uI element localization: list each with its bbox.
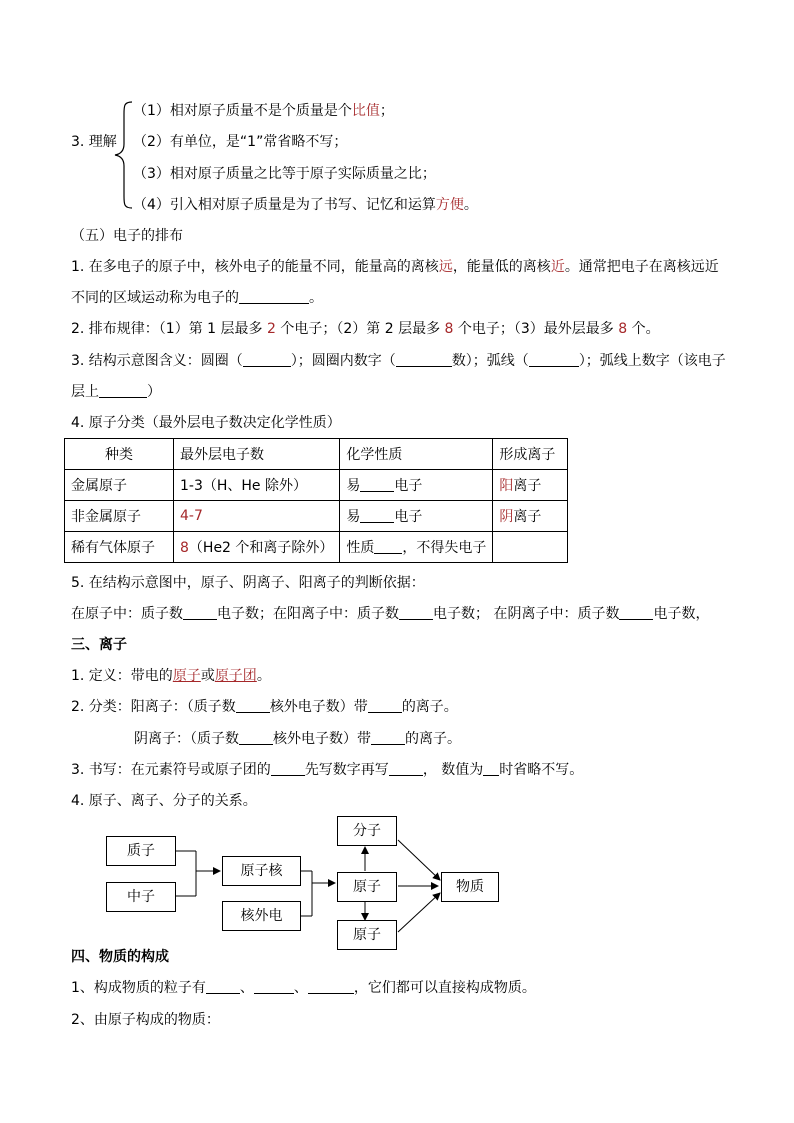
section3-heading: 三、离子 xyxy=(71,637,127,653)
matter-box: 物质 xyxy=(441,872,499,902)
blank[interactable] xyxy=(254,979,294,994)
proton-box: 质子 xyxy=(106,836,176,866)
table-cell: 阴离子 xyxy=(493,501,568,532)
atom-box-2: 原子 xyxy=(337,920,397,950)
table-cell: 1-3（H、He 除外） xyxy=(174,470,340,501)
understanding-item-1: （1）相对原子质量不是个质量是个比值； xyxy=(133,103,394,119)
understanding-item-4: （4）引入相对原子质量是为了书写、记忆和运算方便。 xyxy=(133,197,478,213)
section5-p4: 4. 原子分类（最外层电子数决定化学性质） xyxy=(71,415,341,431)
table-header: 种类 xyxy=(65,439,174,470)
p5-title: 5. 在结构示意图中，原子、阴离子、阳离子的判断依据： xyxy=(71,575,425,591)
table-cell: 8（He2 个和离子除外） xyxy=(174,532,340,563)
ion-classification-cation: 2. 分类：阳离子：（质子数 核外电子数）带 的离子。 xyxy=(71,699,458,715)
blank[interactable] xyxy=(206,979,240,994)
section4-heading: 四、物质的构成 xyxy=(71,949,169,965)
table-cell: 阳离子 xyxy=(493,470,568,501)
table-cell: 易 电子 xyxy=(340,501,493,532)
section5-p1-line2: 不同的区域运动称为电子的 。 xyxy=(71,290,323,306)
atom-box: 原子 xyxy=(337,872,397,902)
table-header: 化学性质 xyxy=(340,439,493,470)
table-cell: 性质 ，不得失电子 xyxy=(340,532,493,563)
table-header: 最外层电子数 xyxy=(174,439,340,470)
table-cell: 非金属原子 xyxy=(65,501,174,532)
section5-p3: 3. 结构示意图含义：圆圈（ ）；圆圈内数字（ 数）；弧线（ ）；弧线上数字（该电子 xyxy=(71,353,726,369)
section4-p2: 2、由原子构成的物质： xyxy=(71,1012,220,1028)
understanding-item-2: （2）有单位，是“1”常省略不写； xyxy=(133,134,348,150)
section5-p2: 2. 排布规律：（1）第 1 层最多 2 个电子；（2）第 2 层最多 8 个电子；（3）最外层最多 8 个。 xyxy=(71,321,660,337)
ion-definition: 1. 定义：带电的原子或原子团。 xyxy=(71,668,271,684)
blank[interactable] xyxy=(308,979,354,994)
section5-p3-line2: 层上 ） xyxy=(71,384,161,400)
section5-heading: （五）电子的排布 xyxy=(71,228,183,244)
table-cell: 4-7 xyxy=(174,501,340,532)
ion-classification-anion: 阴离子：（质子数 核外电子数）带 的离子。 xyxy=(134,731,461,747)
table-cell: 易 电子 xyxy=(340,470,493,501)
nucleus-box: 原子核 xyxy=(222,856,301,886)
outer-electron-box: 核外电 xyxy=(222,901,301,931)
p5-line: 在原子中：质子数 电子数；在阳离子中：质子数 电子数； 在阴离子中：质子数 电子数， xyxy=(71,606,710,622)
ion-writing: 3. 书写：在元素符号或原子团的 先写数字再写 ， 数值为 时省略不写。 xyxy=(71,762,584,778)
table-header: 形成离子 xyxy=(493,439,568,470)
molecule-box: 分子 xyxy=(337,816,397,846)
section4-p1: 1、构成物质的粒子有 、 、 ，它们都可以直接构成物质。 xyxy=(71,980,536,996)
neutron-box: 中子 xyxy=(106,882,176,912)
understanding-item-3: （3）相对原子质量之比等于原子实际质量之比； xyxy=(133,166,436,182)
table-cell: 金属原子 xyxy=(65,470,174,501)
understanding-label: 3. 理解 xyxy=(71,134,117,150)
table-cell: 稀有气体原子 xyxy=(65,532,174,563)
section5-p1: 1. 在多电子的原子中，核外电子的能量不同，能量高的离核远，能量低的离核近。通常把电子在离核远近 xyxy=(71,259,719,275)
relation-title: 4. 原子、离子、分子的关系。 xyxy=(71,793,257,809)
